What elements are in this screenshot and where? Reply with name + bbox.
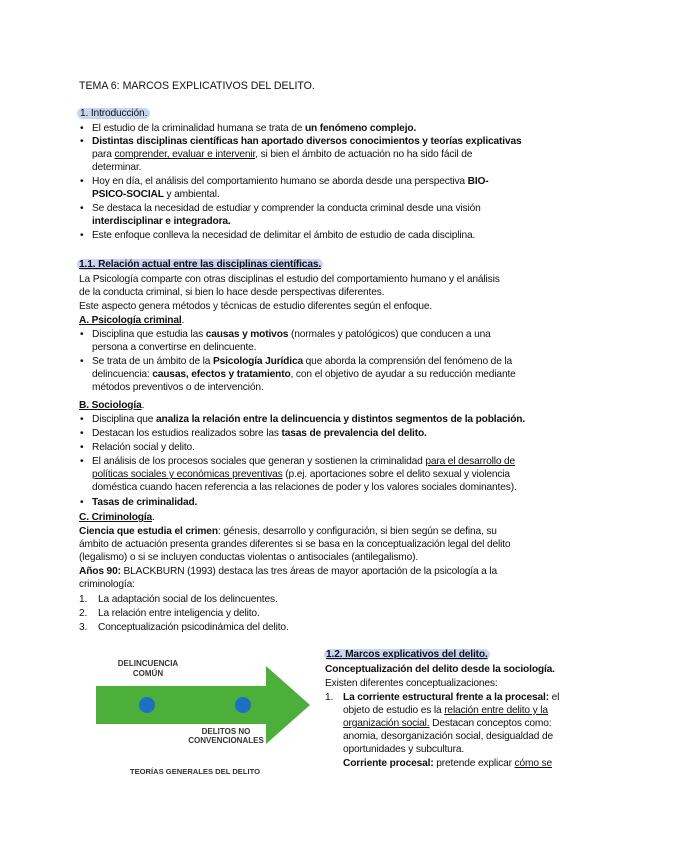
numbered-item-cont: organización social. Destacan conceptos como: xyxy=(343,718,552,729)
paragraph: Este aspecto genera métodos y técnicas de estudio diferentes según el enfoque. xyxy=(79,301,433,312)
bullet: • xyxy=(80,497,84,508)
paragraph: (legalismo) o si se incluyen conductas violentas o antisociales (antilegalismo). xyxy=(79,552,419,563)
bullet: • xyxy=(80,203,84,214)
numbered-item-text: La relación entre inteligencia y delito. xyxy=(98,608,260,619)
figure-caption: TEORÍAS GENERALES DEL DELITO xyxy=(129,767,261,776)
list-item: Destacan los estudios realizados sobre las tasas de prevalencia del delito. xyxy=(92,428,427,439)
list-item: Distintas disciplinas científicas han aportado diversos conocimientos y teorías explicativas xyxy=(92,136,522,147)
paragraph: La Psicología comparte con otras disciplinas el estudio del comportamiento humano y el análisis xyxy=(79,274,500,285)
section-1-1-heading: 1.1. Relación actual entre las disciplinas científicas. xyxy=(79,259,322,270)
list-item-cont: doméstica cuando hacen referencia a las relaciones de poder y los valores sociales dominantes). xyxy=(92,482,517,493)
theories-figure xyxy=(96,650,316,790)
theories-arrow-diagram xyxy=(96,650,316,790)
subsection-a-heading: A. Psicología criminal. xyxy=(79,315,185,326)
list-item-cont: políticas sociales y económicas preventivas (p.ej. aportaciones sobre el delito sexual y violencia xyxy=(92,469,510,480)
list-item-cont: persona a convertirse en delincuente. xyxy=(92,342,257,353)
subsection-c-heading: C. Criminología. xyxy=(79,512,155,523)
list-item: Disciplina que estudia las causas y motivos (normales y patológicos) que conducen a una xyxy=(92,329,491,340)
list-item: Se trata de un ámbito de la Psicología Jurídica que aborda la comprensión del fenómeno de la xyxy=(92,356,513,367)
list-item: El análisis de los procesos sociales que generan y sostienen la criminalidad para el desarrollo de xyxy=(92,456,516,467)
list-item: Tasas de criminalidad. xyxy=(92,497,198,508)
numbered-item: 2. xyxy=(79,608,88,619)
bullet: • xyxy=(80,356,84,367)
paragraph: ámbito de actuación presenta grandes diferentes si se basa en la conceptualización legal del delito xyxy=(79,539,511,550)
paragraph: Años 90: BLACKBURN (1993) destaca las tres áreas de mayor aportación de la psicología a la xyxy=(79,566,497,577)
numbered-item: 1. xyxy=(325,692,334,703)
section-1-2-subtitle: Conceptualización del delito desde la sociología. xyxy=(325,664,555,675)
list-item-cont: delincuencia: causas, efectos y tratamiento, con el objetivo de ayudar a su reducción mediante xyxy=(92,369,516,380)
list-item: Relación social y delito. xyxy=(92,442,195,453)
section-1-heading xyxy=(77,107,150,120)
bullet: • xyxy=(80,176,84,187)
bullet: • xyxy=(80,456,84,467)
numbered-item: 3. xyxy=(79,622,88,633)
numbered-item: 1. xyxy=(79,594,88,605)
list-item: El estudio de la criminalidad humana se trata de un fenómeno complejo. xyxy=(92,123,417,134)
document-title: TEMA 6: MARCOS EXPLICATIVOS DEL DELITO. xyxy=(79,80,315,92)
list-item: Disciplina que analiza la relación entre la delincuencia y distintos segmentos de la población. xyxy=(92,414,526,425)
label-convencionales: CONVENCIONALES xyxy=(188,736,264,745)
bullet: • xyxy=(80,329,84,340)
bullet: • xyxy=(80,442,84,453)
subsection-b-heading: B. Sociología. xyxy=(79,400,145,411)
section-1-heading-text: 1. Introducción. xyxy=(77,108,150,119)
numbered-item-cont: anomia, desorganización social, desigualdad de xyxy=(343,731,554,742)
dot-unconventional-crime xyxy=(235,697,251,713)
dot-common-crime xyxy=(139,697,155,713)
bullet: • xyxy=(80,230,84,241)
numbered-item-text: La adaptación social de los delincuentes. xyxy=(98,594,278,605)
bullet: • xyxy=(80,414,84,425)
paragraph: criminología: xyxy=(79,579,135,590)
label-delitos-no: DELITOS NO xyxy=(201,727,251,736)
numbered-item-cont: oportunidades y subcultura. xyxy=(343,744,465,755)
list-item-cont: métodos preventivos o de intervención. xyxy=(92,382,264,393)
bullet: • xyxy=(80,428,84,439)
numbered-item-text: Conceptualización psicodinámica del delito. xyxy=(98,622,289,633)
numbered-item-cont: objeto de estudio es la relación entre delito y la xyxy=(343,705,548,716)
paragraph: Existen diferentes conceptualizaciones: xyxy=(325,678,498,689)
list-item: Hoy en día, el análisis del comportamiento humano se aborda desde una perspectiva BIO- xyxy=(92,176,489,187)
list-item-cont: para comprender, evaluar e intervenir, si bien el ámbito de actuación no ha sido fácil de xyxy=(92,149,473,160)
list-item: Este enfoque conlleva la necesidad de delimitar el ámbito de estudio de cada disciplina. xyxy=(92,230,476,241)
paragraph: Ciencia que estudia el crimen: génesis, desarrollo y configuración, si bien según se defina, su xyxy=(79,526,497,537)
numbered-item-text: La corriente estructural frente a la procesal: el xyxy=(343,692,560,703)
list-item-cont: PSICO-SOCIAL y ambiental. xyxy=(92,189,220,200)
list-item: Se destaca la necesidad de estudiar y comprender la conducta criminal desde una visión xyxy=(92,203,481,214)
label-delincuencia: DELINCUENCIA xyxy=(117,659,179,668)
section-1-2-heading: 1.2. Marcos explicativos del delito. xyxy=(326,649,488,660)
numbered-item-cont: Corriente procesal: pretende explicar cómo se xyxy=(343,758,552,769)
bullet: • xyxy=(80,123,84,134)
bullet: • xyxy=(80,136,84,147)
paragraph: de la conducta criminal, si bien lo hace desde perspectivas diferentes. xyxy=(79,287,385,298)
label-comun: COMÚN xyxy=(132,669,164,678)
list-item-cont: interdisciplinar e integradora. xyxy=(92,216,231,227)
list-item-cont: determinar. xyxy=(92,162,142,173)
